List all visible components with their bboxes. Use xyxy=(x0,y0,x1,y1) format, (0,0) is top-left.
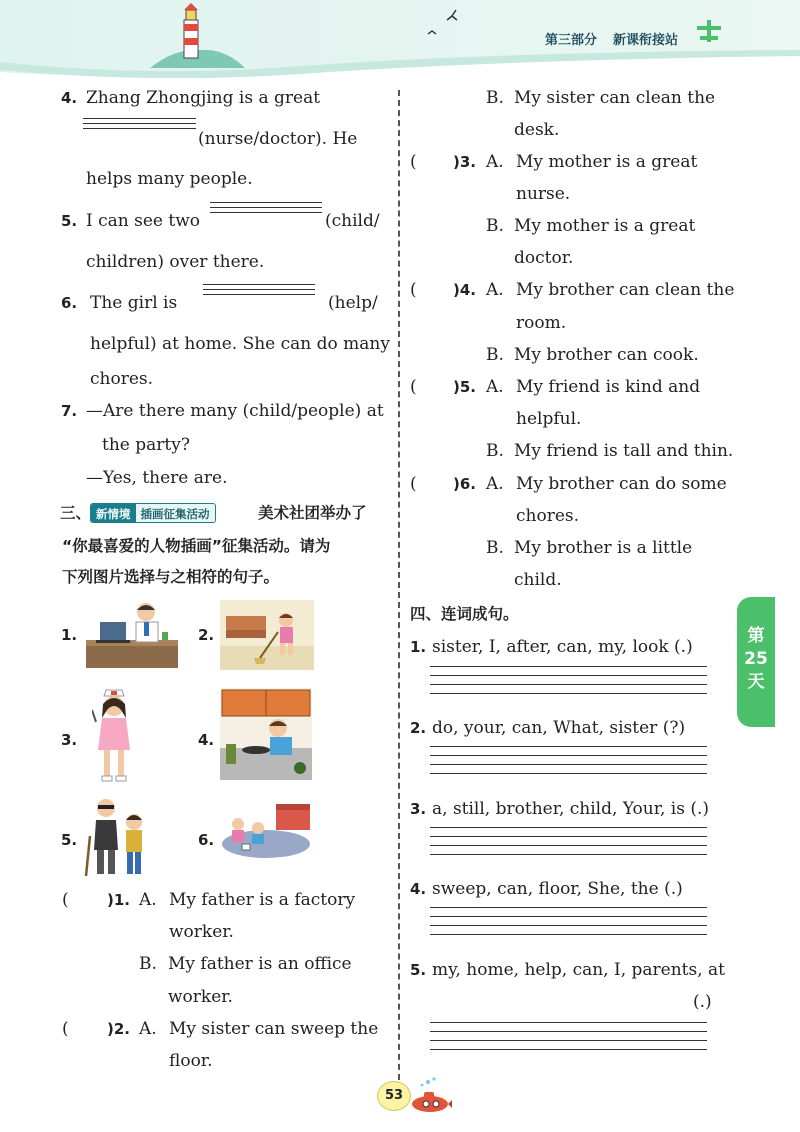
q5-number: 5. xyxy=(61,212,78,230)
q5-option: (child/ xyxy=(325,211,380,231)
mc2-b-line1: My sister can clean the xyxy=(514,88,716,108)
mc6-b-label: B. xyxy=(486,538,504,558)
mc3-a-line1: My mother is a great xyxy=(516,152,698,172)
q6-line3: chores. xyxy=(90,369,154,389)
mc2-b-label: B. xyxy=(486,88,504,108)
mc4-a-line2: room. xyxy=(516,313,567,333)
mc4-number: )4. xyxy=(453,281,476,299)
pic-label-6: 6. xyxy=(198,831,215,849)
header-banner xyxy=(0,0,800,80)
day-tab-number: 25 xyxy=(744,649,768,669)
pic-label-5: 5. xyxy=(61,831,78,849)
mc3-b-line2: doctor. xyxy=(514,248,574,268)
q6-text: The girl is xyxy=(90,293,178,313)
section3-tag xyxy=(90,503,216,523)
word4-text: sweep, can, floor, She, the (.) xyxy=(432,879,683,899)
mc5-number: )5. xyxy=(453,378,476,396)
word4-number: 4. xyxy=(410,880,427,898)
section3-prefix: 三、 xyxy=(60,504,92,522)
section3-line3: 下列图片选择与之相符的句子。 xyxy=(62,568,280,586)
q7-line2: the party? xyxy=(102,435,190,455)
word4-answer-lines[interactable] xyxy=(430,907,707,947)
word2-number: 2. xyxy=(410,719,427,737)
mc5-a-line1: My friend is kind and xyxy=(516,377,701,397)
mc2-a-line1: My sister can sweep the xyxy=(169,1019,379,1039)
girl-sweeping-illustration xyxy=(220,600,314,670)
day-side-tab xyxy=(737,597,775,727)
q4-blank[interactable] xyxy=(83,118,196,132)
word5-text: my, home, help, can, I, parents, at xyxy=(432,960,726,980)
mc1-number: )1. xyxy=(107,891,130,909)
word5-end: (.) xyxy=(693,992,712,1012)
word1-text: sister, I, after, can, my, look (.) xyxy=(432,637,693,657)
mc3-number: )3. xyxy=(453,153,476,171)
mc1-a-label: A. xyxy=(139,890,157,910)
q7-line1: —Are there many (child/people) at xyxy=(86,401,384,421)
day-tab-line1: 第 xyxy=(747,626,765,646)
mc6-a-line1: My brother can do some xyxy=(516,474,727,494)
kids-playing-illustration xyxy=(220,804,312,860)
tag-activity: 插画征集活动 xyxy=(136,504,215,522)
q4-number: 4. xyxy=(61,89,78,107)
mc6-bracket[interactable]: ( xyxy=(410,474,417,494)
mc3-a-label: A. xyxy=(486,152,504,172)
mc4-a-label: A. xyxy=(486,280,504,300)
section3-line2: “你最喜爱的人物插画”征集活动。请为 xyxy=(62,537,331,555)
q5-text: I can see two xyxy=(86,211,200,231)
q4-option: (nurse/doctor). He xyxy=(198,129,358,149)
pic-label-1: 1. xyxy=(61,626,78,644)
header-title: 新课衔接站 xyxy=(613,33,679,48)
word2-answer-lines[interactable] xyxy=(430,746,707,786)
word3-text: a, still, brother, child, Your, is (.) xyxy=(432,799,710,819)
submarine-icon xyxy=(406,1076,452,1116)
mc1-b-label: B. xyxy=(139,954,157,974)
helping-elder-illustration xyxy=(84,796,154,878)
mc1-a-line1: My father is a factory xyxy=(169,890,356,910)
mc4-a-line1: My brother can clean the xyxy=(516,280,735,300)
q5-blank[interactable] xyxy=(210,202,322,216)
mc5-b-label: B. xyxy=(486,441,504,461)
mc4-b-label: B. xyxy=(486,345,504,365)
pic-label-3: 3. xyxy=(61,731,78,749)
q5-line2: children) over there. xyxy=(86,252,265,272)
pic-label-2: 2. xyxy=(198,626,215,644)
nurse-illustration xyxy=(92,688,136,784)
word1-number: 1. xyxy=(410,638,427,656)
mc1-b-line2: worker. xyxy=(168,987,233,1007)
column-divider xyxy=(398,90,400,1090)
mc3-a-line2: nurse. xyxy=(516,184,571,204)
mc2-number: )2. xyxy=(107,1020,130,1038)
office-worker-illustration xyxy=(86,600,178,668)
word3-answer-lines[interactable] xyxy=(430,827,707,867)
mc5-a-line2: helpful. xyxy=(516,409,582,429)
mc5-b-line1: My friend is tall and thin. xyxy=(514,441,734,461)
q4-line3: helps many people. xyxy=(86,169,253,189)
mc6-number: )6. xyxy=(453,475,476,493)
word1-answer-lines[interactable] xyxy=(430,666,707,706)
mc1-b-line1: My father is an office xyxy=(168,954,352,974)
word5-answer-lines[interactable] xyxy=(430,1022,707,1062)
q7-line3: —Yes, there are. xyxy=(86,468,228,488)
mc6-a-line2: chores. xyxy=(516,506,580,526)
q4-line1: Zhang Zhongjing is a great xyxy=(86,88,321,108)
mc5-bracket[interactable]: ( xyxy=(410,377,417,397)
mc3-b-line1: My mother is a great xyxy=(514,216,696,236)
mc2-bracket[interactable]: ( xyxy=(62,1019,69,1039)
mc2-a-line2: floor. xyxy=(169,1051,213,1071)
mc4-bracket[interactable]: ( xyxy=(410,280,417,300)
mc6-b-line2: child. xyxy=(514,570,562,590)
q6-option: (help/ xyxy=(328,293,378,313)
mc3-bracket[interactable]: ( xyxy=(410,152,417,172)
mc5-a-label: A. xyxy=(486,377,504,397)
mc2-a-label: A. xyxy=(139,1019,157,1039)
mc1-bracket[interactable]: ( xyxy=(62,890,69,910)
pic-label-4: 4. xyxy=(198,731,215,749)
q6-line2: helpful) at home. She can do many xyxy=(90,334,390,354)
q6-blank[interactable] xyxy=(203,284,315,298)
mc6-b-line1: My brother is a little xyxy=(514,538,693,558)
page-header xyxy=(0,0,800,80)
header-part: 第三部分 xyxy=(545,33,598,48)
mc1-a-line2: worker. xyxy=(169,922,234,942)
tag-new-context: 新情境 xyxy=(91,504,136,522)
section4-title: 四、连词成句。 xyxy=(410,605,519,623)
mc2-b-line2: desk. xyxy=(514,120,560,140)
mc4-b-line1: My brother can cook. xyxy=(514,345,699,365)
section3-line1: 美术社团举办了 xyxy=(258,504,367,522)
q7-number: 7. xyxy=(61,402,78,420)
word2-text: do, your, can, What, sister (?) xyxy=(432,718,686,738)
word5-number: 5. xyxy=(410,961,427,979)
q6-number: 6. xyxy=(61,294,78,312)
day-tab-line3: 天 xyxy=(747,672,765,692)
page-number: 53 xyxy=(377,1081,411,1111)
cooking-illustration xyxy=(220,688,312,780)
mc6-a-label: A. xyxy=(486,474,504,494)
mc3-b-label: B. xyxy=(486,216,504,236)
word3-number: 3. xyxy=(410,800,427,818)
